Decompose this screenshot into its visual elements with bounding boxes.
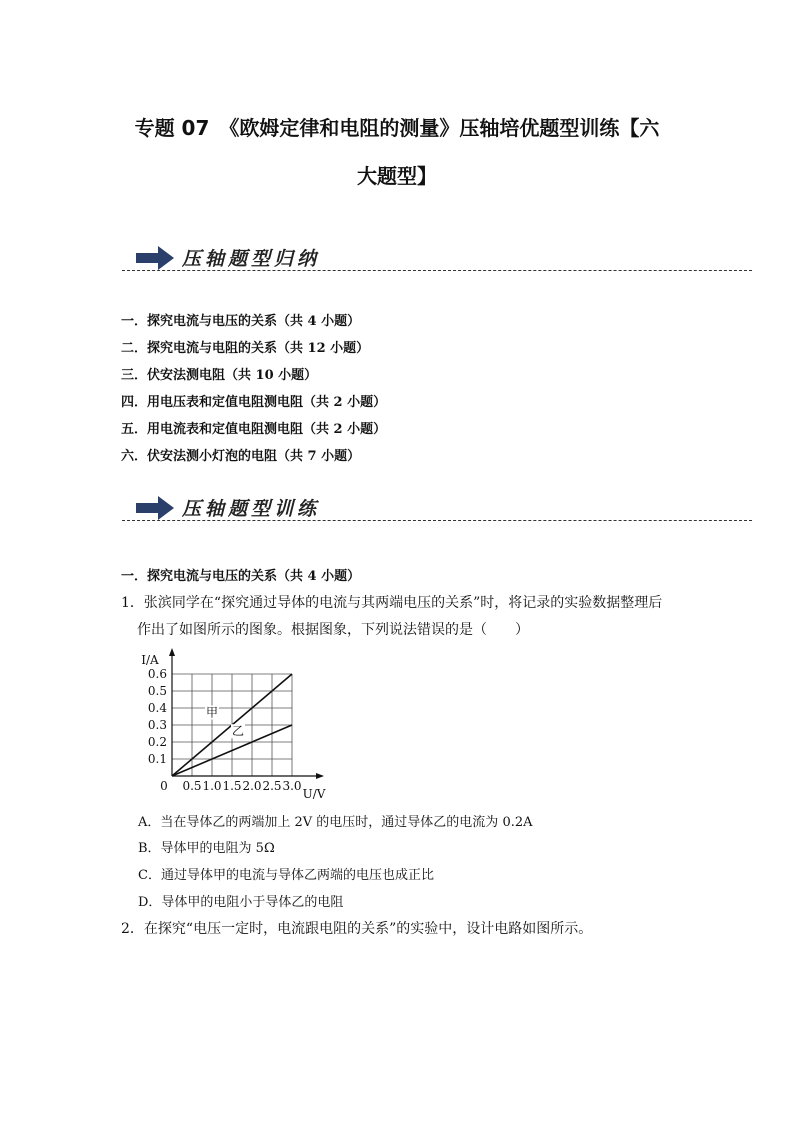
x-tick-label: 0.5 [182, 779, 202, 793]
arrow-right-icon [136, 246, 174, 270]
x-axis-arrow [316, 773, 324, 779]
x-tick-label: 2.0 [242, 779, 262, 793]
y-tick-label: 0.5 [147, 684, 167, 698]
arrow-right-icon [136, 496, 174, 520]
question-1-line-1: 1．张滨同学在“探究通过导体的电流与其两端电压的关系”时，将记录的实验数据整理后 [121, 595, 663, 611]
x-axis-label: U/V [302, 787, 326, 801]
x-tick-label: 3.0 [282, 779, 302, 793]
origin-label: 0 [160, 779, 168, 793]
x-tick-label: 1.0 [202, 779, 222, 793]
section-heading-1: 一．探究电流与电压的关系（共 4 小题） [121, 569, 361, 584]
x-tick-label: 2.5 [262, 779, 282, 793]
toc-item-2: 二．探究电流与电阻的关系（共 12 小题） [121, 341, 370, 356]
doc-title-line-2: 大题型】 [357, 164, 437, 188]
toc-item-4: 四．用电压表和定值电阻测电阻（共 2 小题） [121, 395, 387, 410]
toc-item-3: 三．伏安法测电阻（共 10 小题） [121, 368, 318, 383]
banner-rule [122, 520, 752, 521]
toc-item-6: 六．伏安法测小灯泡的电阻（共 7 小题） [121, 449, 361, 464]
y-tick-label: 0.2 [147, 735, 167, 749]
banner-rule [122, 270, 752, 271]
option-b[interactable]: B．导体甲的电阻为 5Ω [138, 841, 275, 856]
chart-labels [205, 706, 245, 739]
option-d[interactable]: D．导体甲的电阻小于导体乙的电阻 [138, 895, 344, 910]
question-1-line-2: 作出了如图所示的图象。根据图象，下列说法错误的是（ ） [137, 622, 529, 638]
current-voltage-chart [140, 646, 340, 801]
series-label-jia: 甲 [205, 705, 219, 720]
y-tick-label: 0.3 [147, 718, 167, 732]
toc-item-1: 一．探究电流与电压的关系（共 4 小题） [121, 314, 361, 329]
y-axis-label: I/A [141, 653, 159, 667]
banner-induction [122, 244, 752, 274]
y-tick-label: 0.4 [147, 701, 167, 715]
question-2-line-1: 2．在探究“电压一定时，电流跟电阻的关系”的实验中，设计电路如图所示。 [121, 921, 593, 937]
toc-item-5: 五．用电流表和定值电阻测电阻（共 2 小题） [121, 422, 387, 437]
y-tick-label: 0.1 [147, 752, 167, 766]
x-tick-label: 1.5 [222, 779, 242, 793]
doc-title-line-1: 专题 07 《欧姆定律和电阻的测量》压轴培优题型训练【六 [134, 116, 660, 140]
banner-training-text: 压轴题型训练 [182, 498, 321, 520]
banner-training [122, 494, 752, 524]
series-label-yi: 乙 [231, 724, 245, 739]
y-tick-label: 0.6 [147, 667, 167, 681]
option-c[interactable]: C．通过导体甲的电流与导体乙两端的电压也成正比 [138, 868, 434, 883]
banner-induction-text: 压轴题型归纳 [182, 248, 321, 270]
option-a[interactable]: A．当在导体乙的两端加上 2V 的电压时，通过导体乙的电流为 0.2A [138, 815, 533, 830]
y-axis-arrow [169, 648, 175, 656]
